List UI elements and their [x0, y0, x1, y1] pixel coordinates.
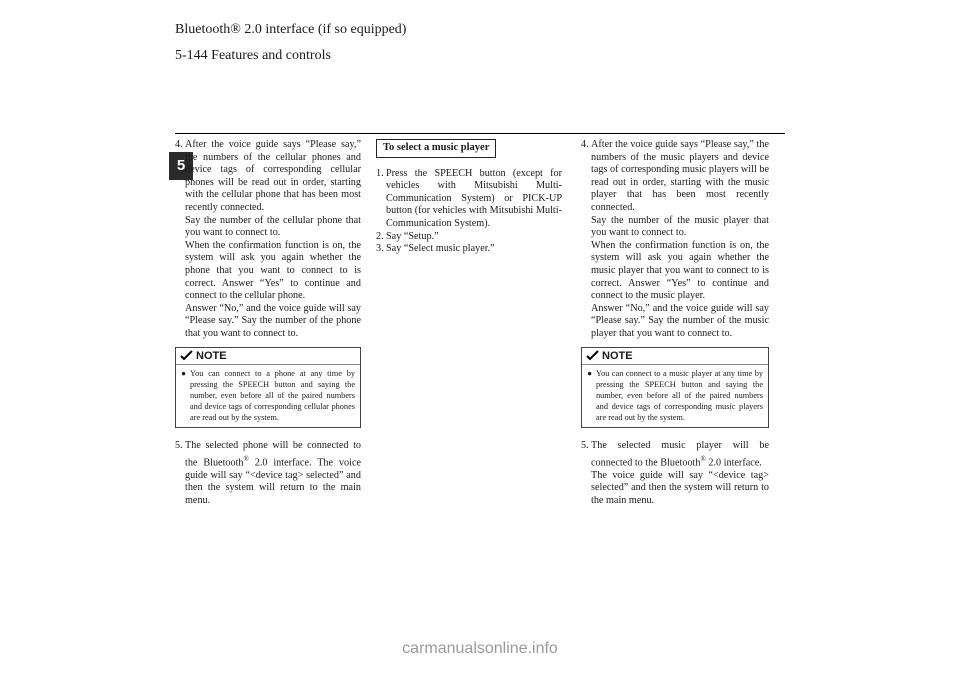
column-right	[581, 139, 769, 510]
step-4-phone	[175, 139, 361, 341]
column-middle	[376, 139, 562, 256]
step-text: Answer “No,” and the voice guide will say “Please say.” Say the number of the phone that you want to connect to.	[185, 302, 361, 339]
step-text	[591, 440, 769, 470]
registered-mark: ®	[700, 454, 706, 463]
pencil-check-icon	[180, 350, 193, 361]
step-text: Say the number of the music player that you want to connect to.	[591, 214, 769, 239]
step-text: The voice guide will say “<device tag> selected” and then the system will return to the main menu.	[591, 469, 769, 506]
section-title: Bluetooth® 2.0 interface (if so equipped)	[175, 22, 407, 37]
registered-mark: ®	[243, 454, 249, 463]
note-text: You can connect to a phone at any time by pressing the SPEECH button and saying the number, even before all of the paired numbers and device tags of corresponding cellular phones are read out by the system.	[190, 369, 355, 423]
step-text: When the confirmation function is on, the system will ask you again whether the music player that you want to connect to is correct. Answer “Yes” to continue and connect to the music player.	[591, 239, 769, 302]
step-text-part: 2.0 interface.	[705, 457, 762, 469]
note-body	[582, 365, 768, 427]
step-number: 4.	[175, 139, 183, 150]
step-number: 4.	[581, 139, 589, 150]
step-text: After the voice guide says “Please say,” the numbers of the music players and device tags of corresponding music players will be read out in order, starting with the music player that has been most recently connected.	[591, 139, 769, 213]
step-5-music	[581, 440, 769, 507]
note-box-music	[581, 347, 769, 429]
note-box-phone	[175, 347, 361, 429]
step-text: After the voice guide says “Please say,” the numbers of the cellular phones and device tags of corresponding cellular phones will be read out in order, starting with the cellular phone that has been most recently connected.	[185, 139, 361, 213]
note-body	[176, 365, 360, 427]
step-5-phone	[175, 440, 361, 507]
step-text: Answer “No,” and the voice guide will say “Please say.” Say the number of the music player that you want to connect to.	[591, 302, 769, 339]
subsection-heading: To select a music player	[376, 139, 496, 158]
step-text: Say the number of the cellular phone that you want to connect to.	[185, 214, 361, 239]
note-header	[176, 348, 360, 366]
step-text: Press the SPEECH button (except for vehicles with Mitsubishi Multi-Communication System) or PICK-UP button (for vehicles with Mitsubishi Multi-Communication System).	[386, 167, 562, 229]
steps-list	[376, 168, 562, 256]
step-number: 1.	[376, 167, 384, 179]
step-number: 5.	[581, 440, 589, 452]
note-label: NOTE	[602, 349, 633, 362]
step-text-part: 2.0 interface. The voice guide will say “<device tag> selected” and then the system will return to the main menu.	[185, 457, 361, 506]
column-left	[175, 139, 361, 510]
step-text-part: The selected phone will be connected to the Bluetooth	[185, 440, 361, 469]
step-3	[376, 243, 562, 256]
step-text: Say “Select music player.”	[386, 243, 495, 255]
step-4-music	[581, 139, 769, 341]
step-text	[185, 440, 361, 507]
step-text: When the confirmation function is on, the system will ask you again whether the phone that you want to connect to is correct. Answer “Yes” to continue and connect to the cellular phone.	[185, 239, 361, 302]
header-rule	[175, 133, 785, 134]
page-header	[175, 22, 795, 62]
bullet-icon: ●	[587, 369, 593, 379]
step-number: 3.	[376, 243, 384, 255]
watermark: carmanualsonline.info	[402, 640, 558, 657]
bullet-icon: ●	[181, 369, 187, 379]
note-label: NOTE	[196, 349, 227, 362]
note-text: You can connect to a music player at any time by pressing the SPEECH button and saying the number, even before all of the paired numbers and device tags of corresponding music players are read out by the system.	[596, 369, 763, 423]
step-number: 5.	[175, 440, 183, 452]
chapter-tab: 5	[169, 152, 193, 180]
step-text-part: The selected music player will be connected to the Bluetooth	[591, 440, 769, 469]
step-text: Say “Setup.”	[386, 230, 439, 242]
step-number: 2.	[376, 230, 384, 242]
page-number: 5-144 Features and controls	[175, 48, 331, 63]
pencil-check-icon	[586, 350, 599, 361]
step-2	[376, 231, 562, 244]
note-header	[582, 348, 768, 366]
step-1	[376, 168, 562, 231]
